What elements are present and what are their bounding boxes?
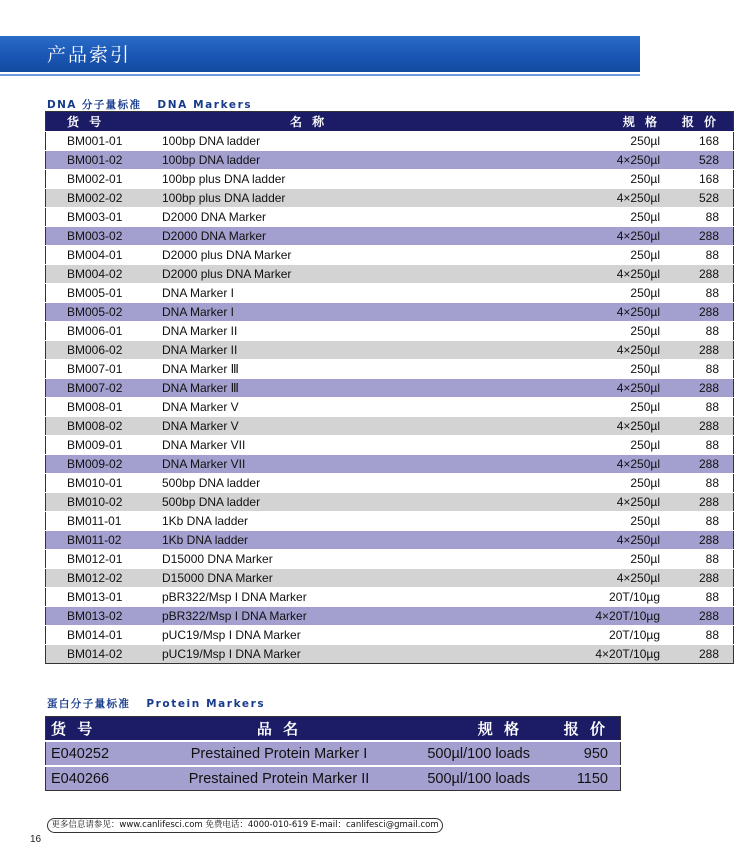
product-code: BM012-02	[46, 569, 163, 588]
product-spec: 4×250µl	[590, 265, 660, 284]
protein-section-title-cn: 蛋白分子量标准	[47, 698, 131, 710]
table-row	[46, 189, 734, 208]
protein-section-title-en: Protein Markers	[146, 698, 266, 710]
table-row	[46, 303, 734, 322]
product-code: BM002-01	[46, 170, 163, 189]
prot-col-header-price: 报 价	[530, 717, 621, 742]
product-spec: 250µl	[590, 436, 660, 455]
product-name: DNA Marker II	[162, 322, 590, 341]
table-row	[46, 531, 734, 550]
col-header-price: 报 价	[660, 112, 734, 132]
product-code: BM011-01	[46, 512, 163, 531]
product-spec: 250µl	[590, 550, 660, 569]
product-spec: 250µl	[590, 474, 660, 493]
product-name: 100bp DNA ladder	[162, 132, 590, 151]
product-spec: 4×20T/10µg	[590, 645, 660, 664]
product-code: BM007-02	[46, 379, 163, 398]
product-price: 88	[660, 436, 734, 455]
table-row	[46, 132, 734, 151]
dna-table-header	[46, 112, 734, 132]
product-code: BM009-01	[46, 436, 163, 455]
product-code: BM008-02	[46, 417, 163, 436]
product-code: E040252	[46, 741, 157, 766]
product-name: 100bp DNA ladder	[162, 151, 590, 170]
product-code: BM013-02	[46, 607, 163, 626]
product-name: pUC19/Msp I DNA Marker	[162, 626, 590, 645]
col-header-code: 货 号	[46, 112, 163, 132]
product-price: 288	[660, 379, 734, 398]
product-price: 168	[660, 170, 734, 189]
product-name: 1Kb DNA ladder	[162, 512, 590, 531]
product-name: D2000 DNA Marker	[162, 208, 590, 227]
product-spec: 250µl	[590, 398, 660, 417]
product-price: 1150	[530, 766, 621, 791]
product-name: 500bp DNA ladder	[162, 493, 590, 512]
product-name: DNA Marker II	[162, 341, 590, 360]
table-row	[46, 474, 734, 493]
product-price: 288	[660, 455, 734, 474]
product-name: 100bp plus DNA ladder	[162, 189, 590, 208]
col-header-name: 名 称	[162, 112, 590, 132]
product-spec: 250µl	[590, 170, 660, 189]
page-number: 16	[30, 834, 42, 845]
product-spec: 250µl	[590, 322, 660, 341]
product-name: D2000 plus DNA Marker	[162, 265, 590, 284]
product-spec: 500µl/100 loads	[402, 766, 530, 791]
product-price: 88	[660, 474, 734, 493]
table-row	[46, 550, 734, 569]
product-code: BM013-01	[46, 588, 163, 607]
product-price: 288	[660, 265, 734, 284]
product-spec: 20T/10µg	[590, 626, 660, 645]
table-row	[46, 607, 734, 626]
product-name: DNA Marker Ⅲ	[162, 379, 590, 398]
table-row	[46, 766, 621, 791]
table-row	[46, 151, 734, 170]
product-code: BM004-02	[46, 265, 163, 284]
product-price: 88	[660, 322, 734, 341]
product-code: BM003-01	[46, 208, 163, 227]
product-code: BM012-01	[46, 550, 163, 569]
product-price: 88	[660, 512, 734, 531]
product-name: Prestained Protein Marker I	[156, 741, 402, 766]
product-name: Prestained Protein Marker II	[156, 766, 402, 791]
product-price: 88	[660, 284, 734, 303]
protein-table-header	[46, 717, 621, 742]
table-row	[46, 398, 734, 417]
product-code: BM006-02	[46, 341, 163, 360]
table-row	[46, 246, 734, 265]
product-code: BM001-02	[46, 151, 163, 170]
product-spec: 4×250µl	[590, 341, 660, 360]
product-name: DNA Marker Ⅲ	[162, 360, 590, 379]
dna-section-title-cn: DNA 分子量标准	[47, 99, 142, 111]
product-price: 288	[660, 607, 734, 626]
table-row	[46, 493, 734, 512]
product-name: DNA Marker V	[162, 417, 590, 436]
product-price: 88	[660, 588, 734, 607]
product-spec: 4×250µl	[590, 493, 660, 512]
product-spec: 4×250µl	[590, 151, 660, 170]
product-name: 100bp plus DNA ladder	[162, 170, 590, 189]
product-code: BM008-01	[46, 398, 163, 417]
product-spec: 4×250µl	[590, 379, 660, 398]
product-spec: 250µl	[590, 360, 660, 379]
product-name: DNA Marker V	[162, 398, 590, 417]
product-spec: 250µl	[590, 246, 660, 265]
product-price: 88	[660, 208, 734, 227]
product-price: 88	[660, 550, 734, 569]
table-row	[46, 588, 734, 607]
product-spec: 500µl/100 loads	[402, 741, 530, 766]
product-spec: 250µl	[590, 132, 660, 151]
product-price: 288	[660, 569, 734, 588]
product-name: D2000 DNA Marker	[162, 227, 590, 246]
product-code: BM004-01	[46, 246, 163, 265]
product-price: 288	[660, 303, 734, 322]
protein-markers-table	[45, 716, 621, 791]
product-code: BM005-02	[46, 303, 163, 322]
product-code: BM010-02	[46, 493, 163, 512]
product-name: 1Kb DNA ladder	[162, 531, 590, 550]
product-spec: 4×250µl	[590, 303, 660, 322]
table-row	[46, 208, 734, 227]
table-row	[46, 455, 734, 474]
product-name: pBR322/Msp I DNA Marker	[162, 607, 590, 626]
product-price: 88	[660, 626, 734, 645]
table-row	[46, 360, 734, 379]
product-price: 528	[660, 151, 734, 170]
product-code: BM014-02	[46, 645, 163, 664]
table-row	[46, 170, 734, 189]
product-spec: 250µl	[590, 512, 660, 531]
product-name: DNA Marker I	[162, 303, 590, 322]
product-name: DNA Marker VII	[162, 436, 590, 455]
product-price: 288	[660, 227, 734, 246]
product-price: 528	[660, 189, 734, 208]
header-banner	[0, 36, 640, 72]
product-code: BM003-02	[46, 227, 163, 246]
protein-section-title	[47, 696, 265, 711]
product-price: 88	[660, 398, 734, 417]
product-code: BM006-01	[46, 322, 163, 341]
dna-section-title-en: DNA Markers	[157, 99, 253, 111]
table-row	[46, 417, 734, 436]
col-header-spec: 规 格	[590, 112, 660, 132]
product-name: D2000 plus DNA Marker	[162, 246, 590, 265]
prot-col-header-name: 品 名	[156, 717, 402, 742]
table-row	[46, 322, 734, 341]
product-name: 500bp DNA ladder	[162, 474, 590, 493]
product-name: D15000 DNA Marker	[162, 569, 590, 588]
product-price: 288	[660, 645, 734, 664]
table-row	[46, 626, 734, 645]
product-spec: 20T/10µg	[590, 588, 660, 607]
contact-info: 更多信息请参见：www.canlifesci.com 免费电话：4000-010-619 E-mail：canlifesci@gmail.com	[47, 818, 443, 833]
product-spec: 4×250µl	[590, 455, 660, 474]
product-code: BM001-01	[46, 132, 163, 151]
product-price: 288	[660, 531, 734, 550]
product-spec: 250µl	[590, 284, 660, 303]
product-code: BM010-01	[46, 474, 163, 493]
table-row	[46, 379, 734, 398]
table-row	[46, 341, 734, 360]
table-row	[46, 741, 621, 766]
product-code: BM011-02	[46, 531, 163, 550]
product-code: BM005-01	[46, 284, 163, 303]
product-code: BM007-01	[46, 360, 163, 379]
product-code: E040266	[46, 766, 157, 791]
dna-markers-table	[45, 111, 734, 664]
product-spec: 250µl	[590, 208, 660, 227]
product-name: D15000 DNA Marker	[162, 550, 590, 569]
product-name: pBR322/Msp I DNA Marker	[162, 588, 590, 607]
banner-underline	[0, 74, 640, 76]
table-row	[46, 284, 734, 303]
product-name: pUC19/Msp I DNA Marker	[162, 645, 590, 664]
product-code: BM002-02	[46, 189, 163, 208]
product-price: 88	[660, 246, 734, 265]
product-price: 288	[660, 417, 734, 436]
product-price: 288	[660, 493, 734, 512]
product-price: 168	[660, 132, 734, 151]
page-title: 产品索引	[47, 44, 132, 66]
dna-section-title	[47, 97, 252, 112]
product-name: DNA Marker I	[162, 284, 590, 303]
product-spec: 4×250µl	[590, 189, 660, 208]
product-price: 288	[660, 341, 734, 360]
product-spec: 4×250µl	[590, 417, 660, 436]
table-row	[46, 569, 734, 588]
table-row	[46, 512, 734, 531]
dna-table-body	[46, 132, 734, 664]
product-spec: 4×250µl	[590, 569, 660, 588]
product-spec: 4×250µl	[590, 531, 660, 550]
product-code: BM014-01	[46, 626, 163, 645]
table-row	[46, 645, 734, 664]
table-row	[46, 436, 734, 455]
prot-col-header-code: 货 号	[46, 717, 157, 742]
product-spec: 4×20T/10µg	[590, 607, 660, 626]
table-row	[46, 265, 734, 284]
product-name: DNA Marker VII	[162, 455, 590, 474]
prot-col-header-spec: 规 格	[402, 717, 530, 742]
product-spec: 4×250µl	[590, 227, 660, 246]
product-price: 950	[530, 741, 621, 766]
product-price: 88	[660, 360, 734, 379]
table-row	[46, 227, 734, 246]
protein-table-body	[46, 741, 621, 791]
product-code: BM009-02	[46, 455, 163, 474]
